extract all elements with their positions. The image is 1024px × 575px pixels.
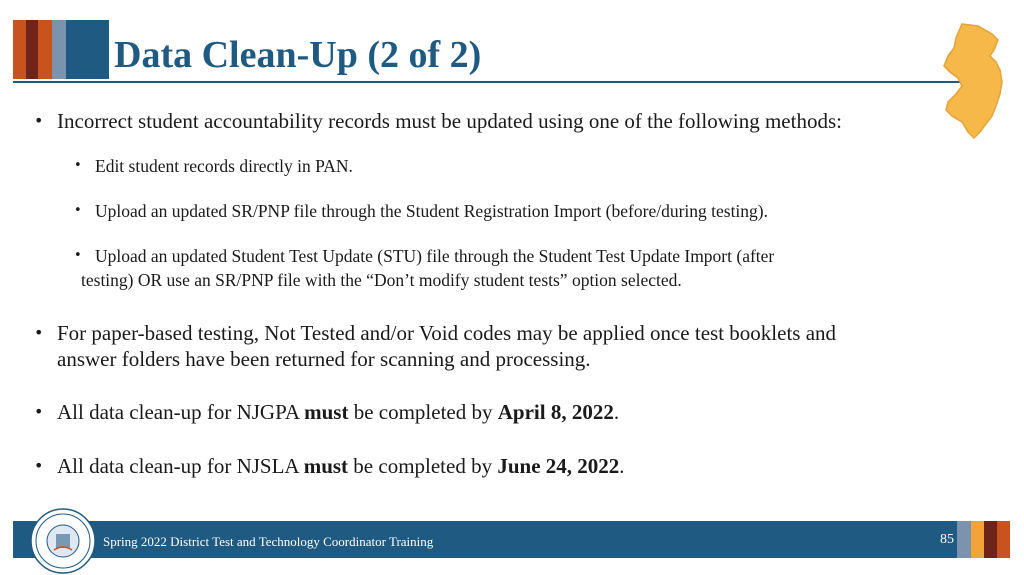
bullet-text: All data clean-up for NJGPA xyxy=(57,400,305,424)
bullet-dot: • xyxy=(74,203,82,218)
deadline-date: June 24, 2022 xyxy=(497,454,620,478)
bullet-dot: • xyxy=(34,402,44,421)
bullet-dot: • xyxy=(74,158,82,173)
nj-education-seal-icon xyxy=(30,508,96,574)
page-number: 85 xyxy=(940,532,954,547)
bullet-dot: • xyxy=(74,248,82,263)
bullet-text-line: testing) OR use an SR/PNP file with the “Don’t modify student tests” option selected. xyxy=(81,270,682,290)
bullet-text: . xyxy=(619,454,625,478)
bullet-text: Upload an updated SR/PNP file through the Student Registration Import (before/during testing). xyxy=(95,201,768,221)
bullet-item xyxy=(34,453,625,479)
bullet-text: Incorrect student accountability records must be updated using one of the following methods: xyxy=(57,109,842,133)
bullet-item xyxy=(34,108,842,134)
footer-color-stripes xyxy=(957,521,1010,558)
footer-text: Spring 2022 District Test and Technology Coordinator Training xyxy=(103,534,434,549)
bullet-item xyxy=(34,399,620,425)
emphasis-text: must xyxy=(303,454,349,478)
bullet-text-line: answer folders have been returned for scanning and processing. xyxy=(57,347,591,371)
sub-bullet-item xyxy=(74,154,353,178)
bullet-text: . xyxy=(613,400,620,424)
bullet-item xyxy=(34,320,837,372)
deadline-date: April 8, 2022 xyxy=(497,400,614,424)
bullet-text-line: Upload an updated Student Test Update (STU) file through the Student Test Update Import (after xyxy=(95,246,775,266)
sub-bullet-item xyxy=(74,199,768,223)
bullet-text-line: For paper-based testing, Not Tested and/or Void codes may be applied once test booklets and xyxy=(57,321,837,345)
sub-bullet-item xyxy=(74,244,775,292)
bullet-dot: • xyxy=(34,111,44,130)
bullet-text: Edit student records directly in PAN. xyxy=(95,156,353,176)
bullet-dot: • xyxy=(34,456,44,475)
bullet-text: be completed by xyxy=(348,400,498,424)
bullet-text: All data clean-up for NJSLA xyxy=(57,454,304,478)
emphasis-text: must xyxy=(304,400,349,424)
slide-title: Data Clean-Up (2 of 2) xyxy=(114,34,482,76)
bullet-dot: • xyxy=(34,323,44,342)
bullet-text: be completed by xyxy=(348,454,498,478)
